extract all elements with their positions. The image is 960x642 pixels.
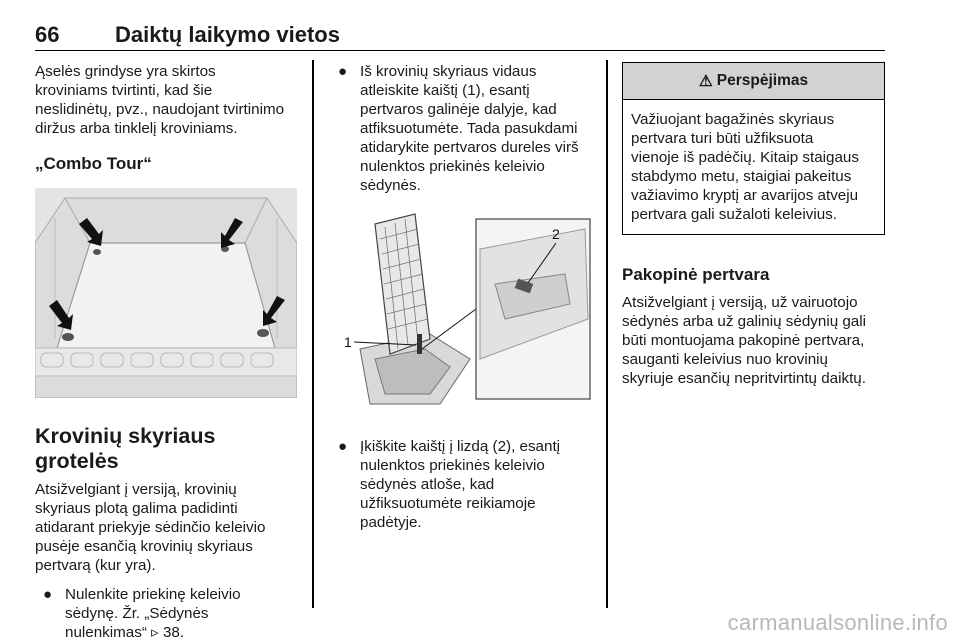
warning-icon: ⚠ xyxy=(698,72,713,90)
warning-body: Važiuojant bagažinės skyriaus pertvara turi būti užfiksuota vienoje iš padėčių. Kitaip staigaus stabdymo metu, staigiai pakeitus važiavimo kryptį ar avarijos atveju pertvara gali sužaloti keleivius. xyxy=(631,111,859,223)
figure-label-1: 1 xyxy=(344,334,352,350)
warning-header xyxy=(623,63,884,100)
partition-illustration xyxy=(330,209,594,419)
column-left xyxy=(35,62,300,642)
watermark: carmanualsonline.info xyxy=(727,610,948,635)
page-reference[interactable]: 38. xyxy=(162,624,185,641)
partition-figure xyxy=(330,209,594,419)
cargo-floor-figure xyxy=(35,188,297,398)
bullet-item: ● Įkiškite kaištį į lizdą (2), esantį nulenktos priekinės keleivio sėdynės atlošе, kad užfiksuotumėte reikiamoje padėtyje. xyxy=(338,438,561,531)
partition-paragraph: Atsižvelgiant į versiją, už vairuotojo sėdynės arba už galinių sėdynių gali būti montuojama pakopinė pertvara, sauganti keleivius nuo krovinių skyriuje esančių nepritvirtintų daiktų. xyxy=(622,294,867,387)
cargo-floor-illustration xyxy=(35,188,297,398)
page-header xyxy=(35,10,885,51)
column-divider xyxy=(312,60,314,608)
column-divider xyxy=(606,60,608,608)
bullet-item: ● Iš krovinių skyriaus vidaus atleiskite kaištį (1), esantį pertvaros galinėje dalyje, kad atfiksuotumėte. Tada pasukdami atidarykite pertvaros dureles virš nulenktos priekinės keleivio sėdynės. xyxy=(338,63,579,194)
warning-box xyxy=(622,62,885,235)
column-right xyxy=(622,62,885,388)
intro-paragraph: Ąselės grindyse yra skirtos kroviniams tvirtinti, kad šie neslidinėtų, pvz., naudojant tvirtinimo diržus arba tinklelį kroviniams. xyxy=(35,63,285,137)
bullet-dot-icon: ● xyxy=(338,63,348,80)
page-reference-icon: ▹ xyxy=(151,624,159,641)
warning-title: Perspėjimas xyxy=(716,72,809,89)
combo-tour-heading: „Combo Tour“ xyxy=(35,154,152,173)
bullet-dot-icon: ● xyxy=(43,586,53,603)
section-heading: Krovinių skyriaus grotelės xyxy=(35,424,216,473)
bullet-dot-icon: ● xyxy=(338,438,348,455)
column-middle xyxy=(330,62,595,532)
section-paragraph: Atsižvelgiant į versiją, krovinių skyriaus plotą galima padidinti atidarant priekyje sėdinčio keleivio pusėje esančią krovinių skyriaus pertvarą (kur yra). xyxy=(35,481,266,574)
partition-heading: Pakopinė pertvara xyxy=(622,265,770,284)
figure-label-2: 2 xyxy=(552,226,560,242)
page-number: 66 xyxy=(35,22,60,47)
bullet-item: ● Nulenkite priekinę keleivio sėdynę. Žr. „Sėdynės nulenkimas“ ▹ 38. xyxy=(43,586,241,641)
page-title: Daiktų laikymo vietos xyxy=(115,22,340,47)
